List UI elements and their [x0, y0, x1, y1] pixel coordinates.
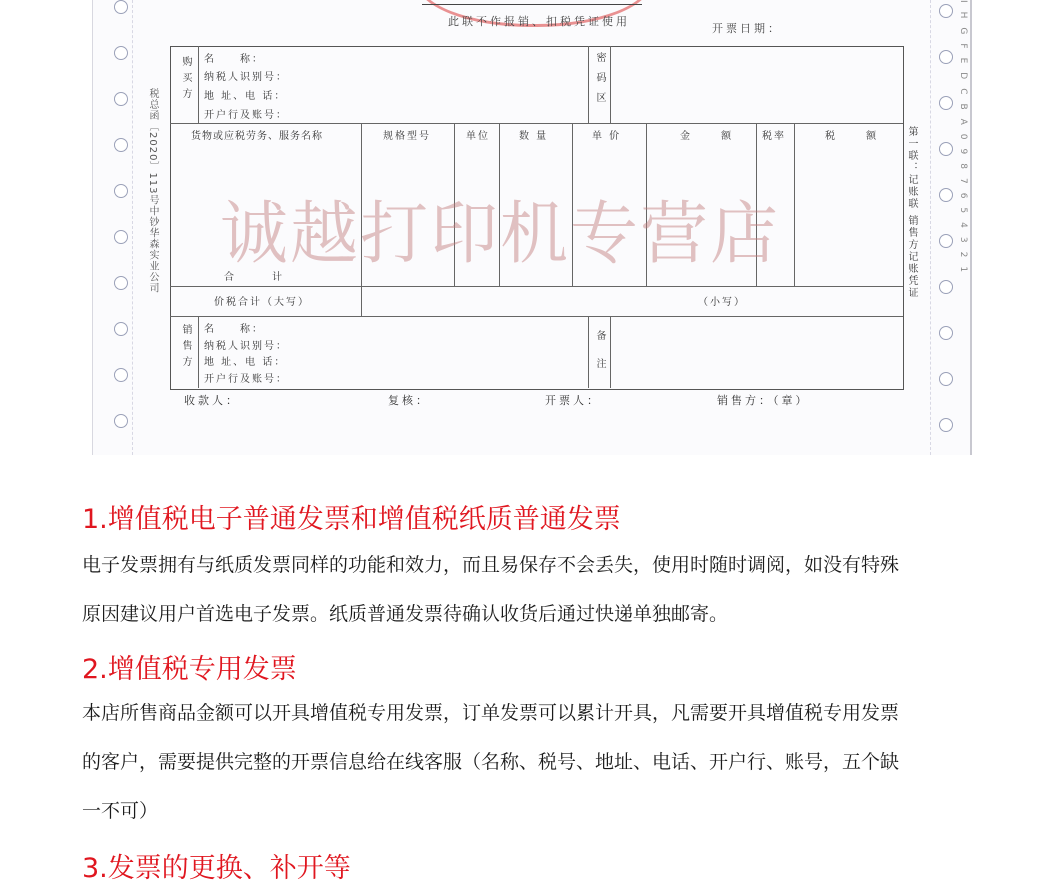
feed-hole — [114, 0, 128, 14]
left-perforation-strip — [92, 0, 133, 455]
copy-label: 第一联：记账联 销售方记账凭证 — [906, 126, 917, 300]
section-electronic-invoice — [82, 497, 982, 639]
shop-watermark: 诚越打印机专营店 — [220, 195, 781, 274]
paragraph-line: 的客户，需要提供完整的开票信息给在线客服（名称、税号、地址、电话、开户行、账号，五个缺 — [82, 751, 900, 773]
feed-hole — [939, 326, 953, 340]
seller-address-label: 地 址、电 话： — [204, 357, 287, 368]
printer-info: 税总函〔2020〕113号中钞华森实业公司 — [147, 88, 158, 294]
buyer-taxid-label: 纳税人识别号： — [204, 72, 288, 83]
row-divider — [170, 316, 903, 317]
cipher-area-label: 密码区 — [594, 52, 605, 112]
row-divider — [170, 286, 903, 287]
usage-notice: 此联不作报销、扣税凭证使用 — [448, 15, 630, 28]
ruler-letters: IHGFEDCBA0987654321 — [958, 0, 968, 282]
reviewer-label: 复核： — [388, 394, 430, 407]
col-divider — [361, 286, 362, 316]
col-unit: 单位 — [466, 131, 490, 142]
feed-hole — [939, 280, 953, 294]
col-goods-name: 货物或应税劳务、服务名称 — [191, 131, 323, 142]
feed-hole — [939, 372, 953, 386]
payee-label: 收款人： — [184, 394, 240, 407]
section-paragraph — [82, 689, 982, 836]
section-paragraph — [82, 541, 982, 639]
feed-hole — [114, 276, 128, 290]
paragraph-line: 电子发票拥有与纸质发票同样的功能和效力，而且易保存不会丢失，使用时随时调阅，如没有特殊 — [82, 554, 900, 576]
seller-label: 销售方 — [180, 324, 191, 372]
col-divider — [198, 46, 199, 123]
col-spec: 规格型号 — [383, 131, 431, 142]
section-invoice-replacement — [82, 846, 982, 885]
col-tax-rate: 税率 — [762, 131, 786, 142]
feed-hole — [114, 138, 128, 152]
feed-hole — [114, 414, 128, 428]
feed-hole — [114, 46, 128, 60]
feed-hole — [939, 234, 953, 248]
feed-hole — [114, 230, 128, 244]
section-title: 3.发票的更换、补开等 — [82, 853, 351, 884]
feed-hole — [939, 4, 953, 18]
col-divider — [588, 316, 589, 388]
small-amount-label: （小写） — [698, 297, 746, 308]
invoice-image — [92, 0, 972, 455]
section-special-invoice — [82, 647, 982, 836]
section-title: 1.增值税电子普通发票和增值税纸质普通发票 — [82, 504, 621, 535]
feed-hole — [939, 188, 953, 202]
col-divider — [198, 316, 199, 388]
paragraph-line: 原因建议用户首选电子发票。纸质普通发票待确认收货后通过快递单独邮寄。 — [82, 603, 729, 625]
col-amount: 金 额 — [680, 131, 746, 142]
feed-hole — [114, 368, 128, 382]
col-divider — [610, 46, 611, 123]
paragraph-line: 本店所售商品金额可以开具增值税专用发票，订单发票可以累计开具，凡需要开具增值税专用发票 — [82, 702, 900, 724]
paragraph-line: 一不可） — [82, 800, 159, 822]
buyer-name-label: 名 称： — [204, 54, 264, 65]
seller-name-label: 名 称： — [204, 324, 264, 335]
buyer-label: 购买方 — [180, 56, 191, 104]
col-divider — [588, 46, 589, 123]
col-divider — [610, 316, 611, 388]
feed-hole — [939, 142, 953, 156]
total-label: 合 计 — [224, 272, 288, 283]
issue-date-label: 开票日期： — [712, 22, 782, 35]
col-quantity: 数 量 — [519, 131, 549, 142]
col-divider — [794, 123, 795, 286]
buyer-address-label: 地 址、电 话： — [204, 91, 287, 102]
seller-taxid-label: 纳税人识别号： — [204, 341, 288, 352]
feed-hole — [939, 50, 953, 64]
drawer-label: 开票人： — [545, 394, 601, 407]
col-tax-amount: 税 额 — [825, 131, 891, 142]
title-rule — [422, 4, 642, 5]
feed-hole — [939, 96, 953, 110]
feed-hole — [114, 184, 128, 198]
feed-hole — [939, 418, 953, 432]
buyer-bank-label: 开户行及账号： — [204, 110, 288, 121]
remark-label: 备注 — [594, 330, 605, 386]
seller-seal-label: 销售方：（章） — [717, 394, 810, 407]
section-title: 2.增值税专用发票 — [82, 654, 297, 685]
seller-bank-label: 开户行及账号： — [204, 374, 288, 385]
tax-total-label: 价税合计（大写） — [214, 297, 310, 308]
col-unit-price: 单 价 — [592, 131, 622, 142]
feed-hole — [114, 322, 128, 336]
feed-hole — [114, 92, 128, 106]
